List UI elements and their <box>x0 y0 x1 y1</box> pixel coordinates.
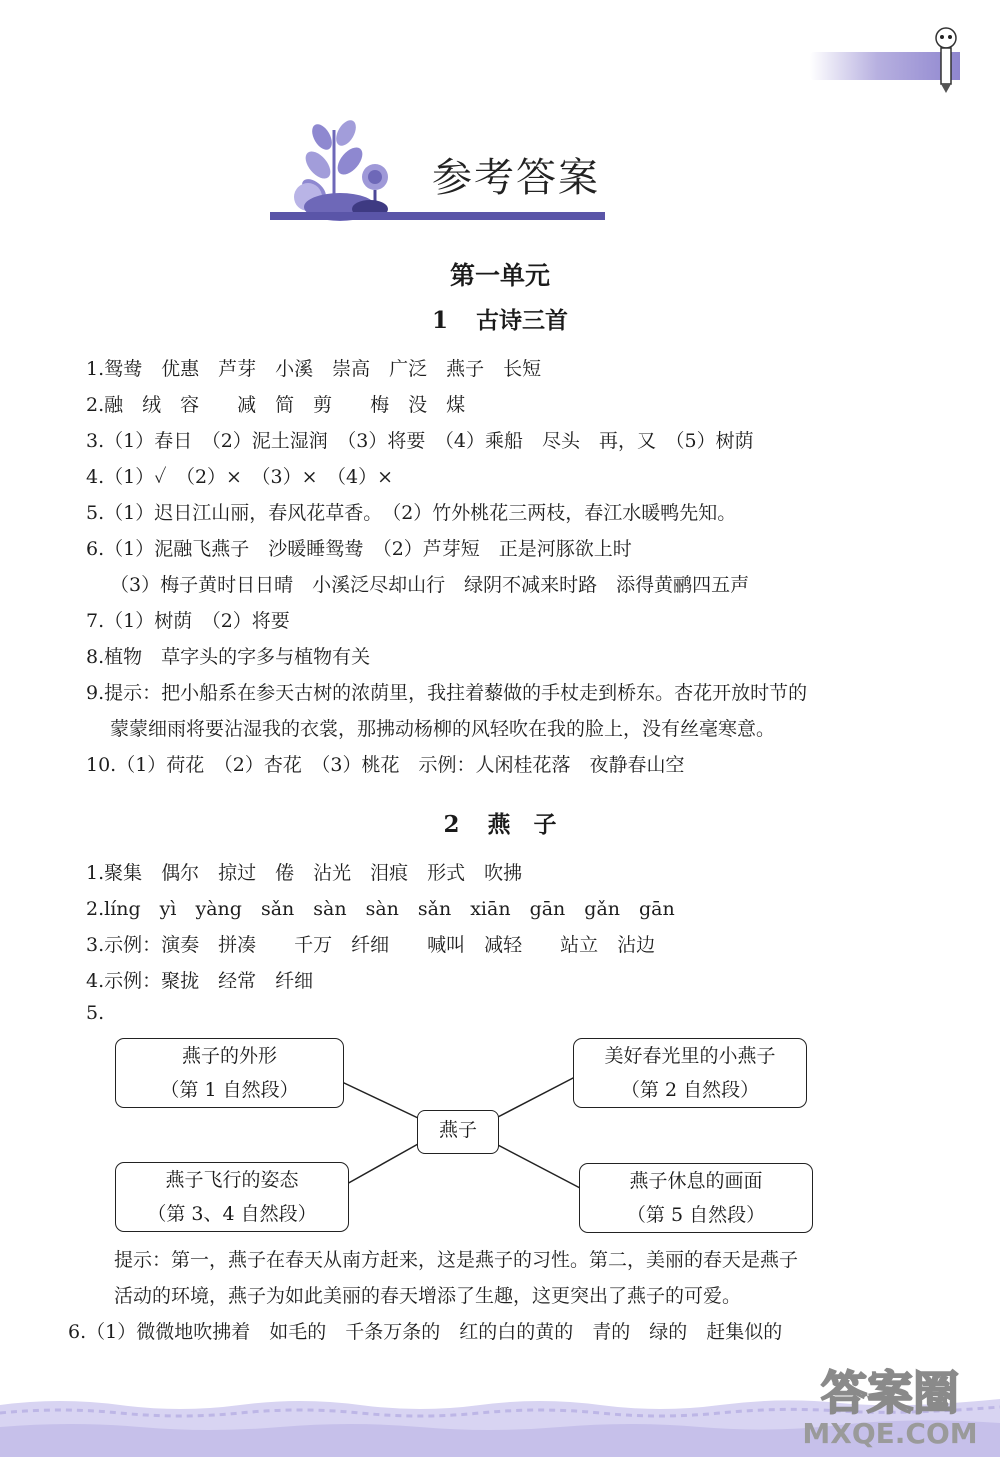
diagram-node-rest <box>579 1163 813 1233</box>
answer-line: 1.聚集 偶尔 掠过 倦 沾光 泪痕 形式 吹拂 <box>86 862 523 884</box>
node-sublabel: （第 5 自然段） <box>626 1204 766 1226</box>
unit-title: 第一单元 <box>449 261 550 290</box>
corner-tab-label: 参考答案 <box>894 8 966 28</box>
answer-line: 9.提示：把小船系在参天古树的浓荫里，我拄着藜做的手杖走到桥东。杏花开放时节的 <box>86 682 808 704</box>
node-sublabel: （第 3、4 自然段） <box>147 1203 317 1225</box>
node-sublabel: （第 2 自然段） <box>620 1079 760 1101</box>
lesson-2-name: 燕 子 <box>487 811 557 838</box>
watermark-logo-icon <box>790 1361 990 1451</box>
answer-line: 5. <box>86 1002 105 1024</box>
answer-line: 6.（1）泥融飞燕子 沙暖睡鸳鸯 （2）芦芽短 正是河豚欲上时 <box>86 538 632 560</box>
node-label: 燕子飞行的姿态 <box>165 1169 299 1191</box>
lesson-1-number: 1 <box>431 307 448 334</box>
answer-line: 4.示例：聚拢 经常 纤细 <box>86 970 314 992</box>
node-label: 燕子的外形 <box>181 1045 277 1067</box>
answer-line: 5.（1）迟日江山丽，春风花草香。 （2）竹外桃花三两枝，春江水暖鸭先知。 <box>86 502 737 524</box>
answer-line: 10.（1）荷花 （2）杏花 （3）桃花 示例：人闲桂花落 夜静春山空 <box>86 754 685 776</box>
answer-line: 8.植物 草字头的字多与植物有关 <box>86 646 371 668</box>
node-sublabel: （第 1 自然段） <box>160 1079 299 1101</box>
svg-text:MXQE.COM: MXQE.COM <box>802 1417 978 1450</box>
answer-line: （3）梅子黄时日日晴 小溪泛尽却山行 绿阴不减来时路 添得黄鹂四五声 <box>110 574 750 596</box>
answer-line: 2.融 绒 容 减 简 剪 梅 没 煤 <box>86 394 466 416</box>
node-label: 美好春光里的小燕子 <box>604 1045 776 1067</box>
answer-line: 1.鸳鸯 优惠 芦芽 小溪 崇高 广泛 燕子 长短 <box>86 358 542 380</box>
answer-line: 蒙蒙细雨将要沾湿我的衣裳，那拂动杨柳的风轻吹在我的脸上，没有丝毫寒意。 <box>110 718 776 740</box>
hint-line: 提示：第一，燕子在春天从南方赶来，这是燕子的习性。第二，美丽的春天是燕子 <box>114 1249 799 1271</box>
diagram-center-node: 燕子 <box>417 1110 499 1154</box>
diagram-node-spring <box>573 1038 807 1108</box>
answer-line: 3.（1）春日 （2）泥土湿润 （3）将要 （4）乘船 尽头 再，又 （5）树荫 <box>86 430 754 452</box>
answer-line: 3.示例：演奏 拼凑 千万 纤细 喊叫 减轻 站立 沾边 <box>86 934 656 956</box>
answer-line: 7.（1）树荫 （2）将要 <box>86 610 290 632</box>
answer-line: 6.（1）微微地吹拂着 如毛的 千条万条的 红的白的黄的 青的 绿的 赶集似的 <box>68 1321 783 1343</box>
diagram-node-appearance <box>115 1038 344 1108</box>
page-title: 参考答案 <box>432 155 600 201</box>
answer-line: 4.（1）✓ （2）× （3）× （4）× <box>86 466 393 488</box>
hint-line: 活动的环境，燕子为如此美丽的春天增添了生趣，这更突出了燕子的可爱。 <box>114 1285 742 1307</box>
lesson-1-name: 古诗三首 <box>476 307 568 334</box>
answer-line: 2.líng yì yàng sǎn sàn sàn sǎn xiān gān gǎn gān <box>86 898 675 920</box>
svg-text:答案圈: 答案圈 <box>821 1366 959 1420</box>
lesson-2-number: 2 <box>443 811 460 838</box>
diagram-node-flight <box>115 1162 349 1232</box>
node-label: 燕子休息的画面 <box>629 1170 763 1192</box>
